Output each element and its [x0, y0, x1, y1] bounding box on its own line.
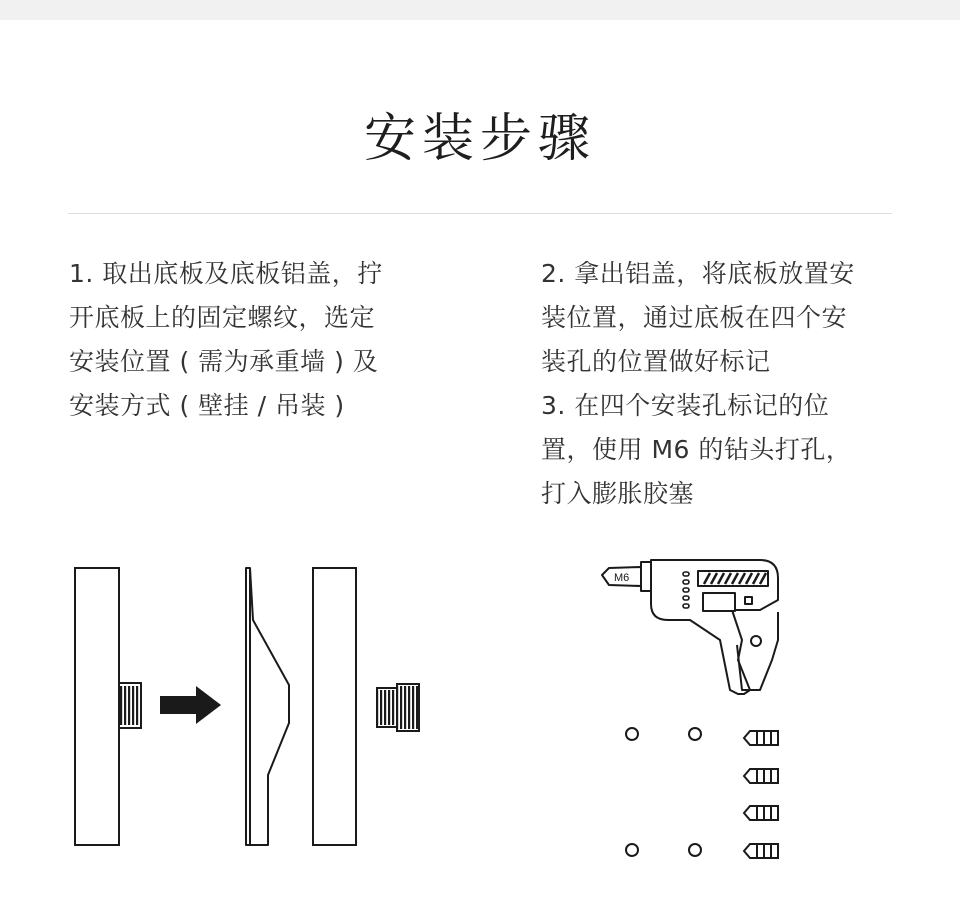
expansion-plug-icon — [744, 844, 778, 858]
drill-bit-label: M6 — [614, 572, 630, 584]
step-1-line: 安装位置 ( 需为承重墙 ) 及 — [69, 347, 379, 376]
right-arrow-icon — [160, 686, 221, 724]
expansion-plug-icon — [744, 806, 778, 820]
step-1-line: 1. 取出底板及底板铝盖，拧 — [69, 259, 383, 288]
aluminum-cover-icon — [246, 568, 289, 845]
step-1-line: 开底板上的固定螺纹，选定 — [69, 303, 376, 332]
mounting-hole-marks — [626, 728, 701, 856]
step-3-line: 3. 在四个安装孔标记的位 — [541, 391, 830, 420]
expansion-plug-icons — [744, 731, 778, 858]
fixing-screw-icon — [377, 684, 419, 731]
expansion-plug-icon — [744, 731, 778, 745]
step-1-line: 安装方式 ( 壁挂 / 吊装 ) — [69, 391, 345, 420]
hole-mark — [626, 844, 638, 856]
wall-plate-icon — [313, 568, 356, 845]
hole-mark — [626, 728, 638, 740]
step-2-line: 装孔的位置做好标记 — [541, 347, 771, 376]
page-title: 安装步骤 — [363, 109, 596, 169]
step-3-line: 打入膨胀胶塞 — [541, 479, 695, 508]
step-2-line: 装位置，通过底板在四个安 — [541, 303, 848, 332]
hole-mark — [689, 728, 701, 740]
base-plate-with-screw-icon — [75, 568, 141, 845]
step-2-line: 2. 拿出铝盖，将底板放置安 — [541, 259, 855, 288]
step-3-line: 置，使用 M6 的钻头打孔， — [541, 435, 852, 464]
hole-mark — [689, 844, 701, 856]
expansion-plug-icon — [744, 769, 778, 783]
